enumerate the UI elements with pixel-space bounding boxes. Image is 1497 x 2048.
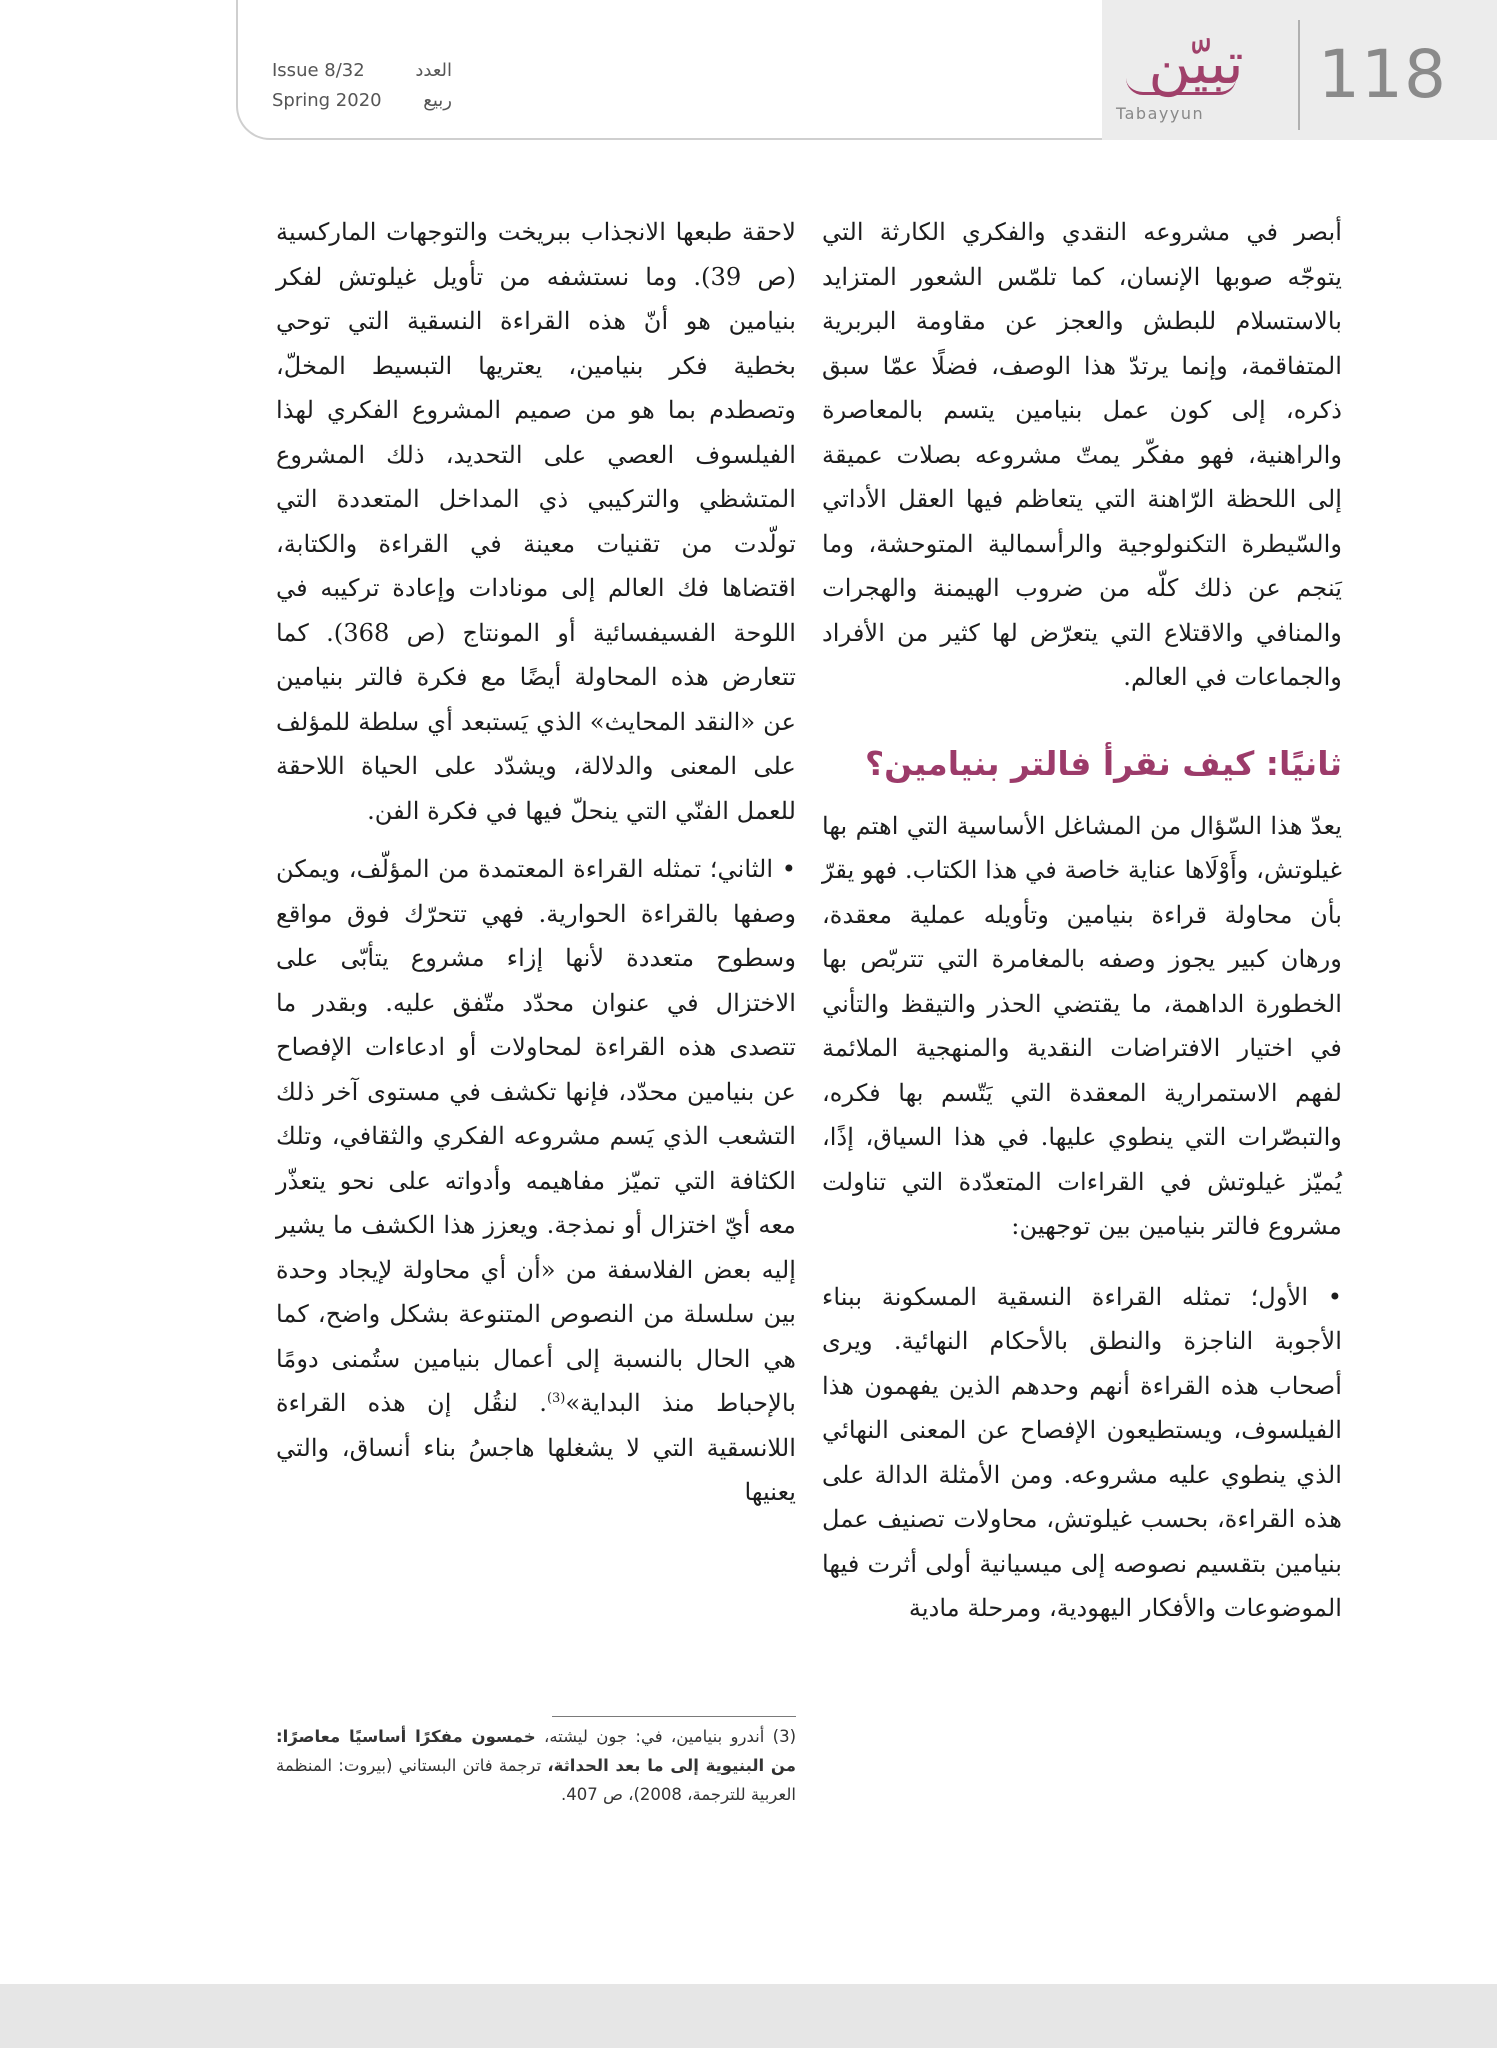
section-heading: ثانيًا: كيف نقرأ فالتر بنيامين؟ (865, 743, 1342, 783)
footnote-text-a: أندرو بنيامين، في: جون ليشته، (544, 1727, 765, 1746)
footnote-reference[interactable]: (3) (546, 1390, 566, 1406)
footnote-rule (552, 1716, 796, 1717)
journal-logo-arabic: تبيّن (1148, 29, 1244, 97)
logo-swash (1126, 78, 1236, 95)
issue-ar: العدد (415, 60, 452, 81)
season-ar: ربيع (423, 90, 452, 111)
bottom-band (0, 1984, 1497, 2048)
page-number: 118 (1318, 36, 1447, 113)
issue-en: Issue 8/32 (272, 60, 365, 81)
season-en: Spring 2020 (272, 90, 382, 111)
left-paragraph-1: لاحقة طبعها الانجذاب ببريخت والتوجهات الماركسية (ص 39). وما نستشفه من تأويل غيلوتش لفكر بنيامين هو أنّ هذه القراءة النسقية التي توحي بخطية فكر بنيامين، يعتريها التبسيط المخلّ، وتصطدم بما هو من صميم المشروع الفكري لهذا الفيلسوف العصي على التحديد، ذلك المشروع المتشظي والتركيبي ذي المداخل المتعددة التي تولّدت من تقنيات معينة في القراءة والكتابة، اقتضاها فك العالم إلى مونادات وإعادة تركيبه في اللوحة الفسيفسائية أو المونتاج (ص 368). كما تتعارض هذه المحاولة أيضًا مع فكرة فالتر بنيامين عن «النقد المحايث» الذي يَستبعد أي سلطة للمؤلف على المعنى والدلالة، ويشدّد على الحياة اللاحقة للعمل الفنّي التي ينحلّ فيها في فكرة الفن. (276, 218, 797, 825)
footnote-number: (3) (772, 1727, 796, 1746)
left-paragraph-2 (276, 847, 796, 1515)
left-paragraph-2-tail: . لنقُل إن هذه القراءة اللانسقية التي لا يشغلها هاجسُ بناء أنساق، والتي يعنيها (276, 1389, 796, 1506)
footnote-text-b: ترجمة فاتن البستاني (بيروت: المنظمة العربية للترجمة، 2008)، ص 407. (276, 1756, 796, 1804)
journal-logo-latin: Tabayyun (1116, 104, 1205, 123)
issue-info (272, 56, 452, 116)
footnote (276, 1722, 796, 1809)
right-paragraph-1: أبصر في مشروعه النقدي والفكري الكارثة التي يتوجّه صوبها الإنسان، كما تلمّس الشعور المتزايد بالاستسلام للبطش والعجز عن مقاومة البربرية المتفاقمة، وإنما يرتدّ هذا الوصف، فضلًا عمّا سبق ذكره، إلى كون عمل بنيامين يتسم بالمعاصرة والراهنية، فهو مفكّر يمتّ مشروعه بصلات عميقة إلى اللحظة الرّاهنة التي يتعاظم فيها العقل الأداتي والسّيطرة التكنولوجية والرأسمالية المتوحشة، وما يَنجم عن ذلك كلّه من ضروب الهيمنة والهجرات والمنافي والاقتلاع التي يتعرّض لها كثير من الأفراد والجماعات في العالم. (822, 218, 1342, 691)
issue-line (272, 56, 452, 86)
right-paragraph-3: • الأول؛ تمثله القراءة النسقية المسكونة ببناء الأجوبة الناجزة والنطق بالأحكام النهائية. ويرى أصحاب هذه القراءة أنهم وحدهم الذين يفهمون هذا الفيلسوف، ويستطيعون الإفصاح عن المعنى النهائي الذي ينطوي عليه مشروعه. ومن الأمثلة الدالة على هذه القراءة، بحسب غيلوتش، محاولات تصنيف عمل بنيامين بتقسيم نصوصه إلى ميسيانية أولى أثرت فيها الموضوعات والأفكار اليهودية، ومرحلة مادية (822, 1282, 1342, 1622)
header-divider (1298, 20, 1300, 130)
right-column (822, 210, 1342, 1631)
left-paragraph-2-text: • الثاني؛ تمثله القراءة المعتمدة من المؤلّف، ويمكن وصفها بالقراءة الحوارية. فهي تتحرّك فوق مواقع وسطوح متعددة لأنها إزاء مشروع يتأبّى على الاختزال في عنوان محدّد متّفق عليه. وبقدر ما تتصدى هذه القراءة لمحاولات أو ادعاءات الإفصاح عن بنيامين محدّد، فإنها تكشف في مستوى آخر ذلك التشعب الذي يَسم مشروعه الفكري والثقافي، وتلك الكثافة التي تميّز مفاهيمه وأدواته على نحو يتعذّر معه أيّ اختزال أو نمذجة. ويعزز هذا الكشف ما يشير إليه بعض الفلاسفة من «أن أي محاولة لإيجاد وحدة بين سلسلة من النصوص المتنوعة بشكل واضح، كما هي الحال بالنسبة إلى أعمال بنيامين ستُمنى دومًا بالإحباط منذ البداية» (276, 855, 796, 1417)
right-paragraph-2: يعدّ هذا السّؤال من المشاغل الأساسية التي اهتم بها غيلوتش، وأَوْلَاها عناية خاصة في هذا الكتاب. فهو يقرّ بأن محاولة قراءة بنيامين وتأويله عملية معقدة، ورهان كبير يجوز وصفه بالمغامرة التي تتربّص بها الخطورة الداهمة، ما يقتضي الحذر والتيقظ والتأني في اختيار الافتراضات النقدية والمنهجية الملائمة لفهم الاستمرارية المعقدة التي يَتّسم بها فكره، والتبصّرات التي ينطوي عليها. في هذا السياق، إذًا، يُميّز غيلوتش في القراءات المتعدّدة التي تناولت مشروع فالتر بنيامين بين توجهين: (822, 811, 1342, 1240)
footnote-book-title: خمسون مفكرًا أساسيًا معاصرًا: من البنيوية إلى ما بعد الحداثة، (276, 1727, 796, 1775)
left-column (276, 210, 796, 1515)
season-line (272, 86, 452, 116)
